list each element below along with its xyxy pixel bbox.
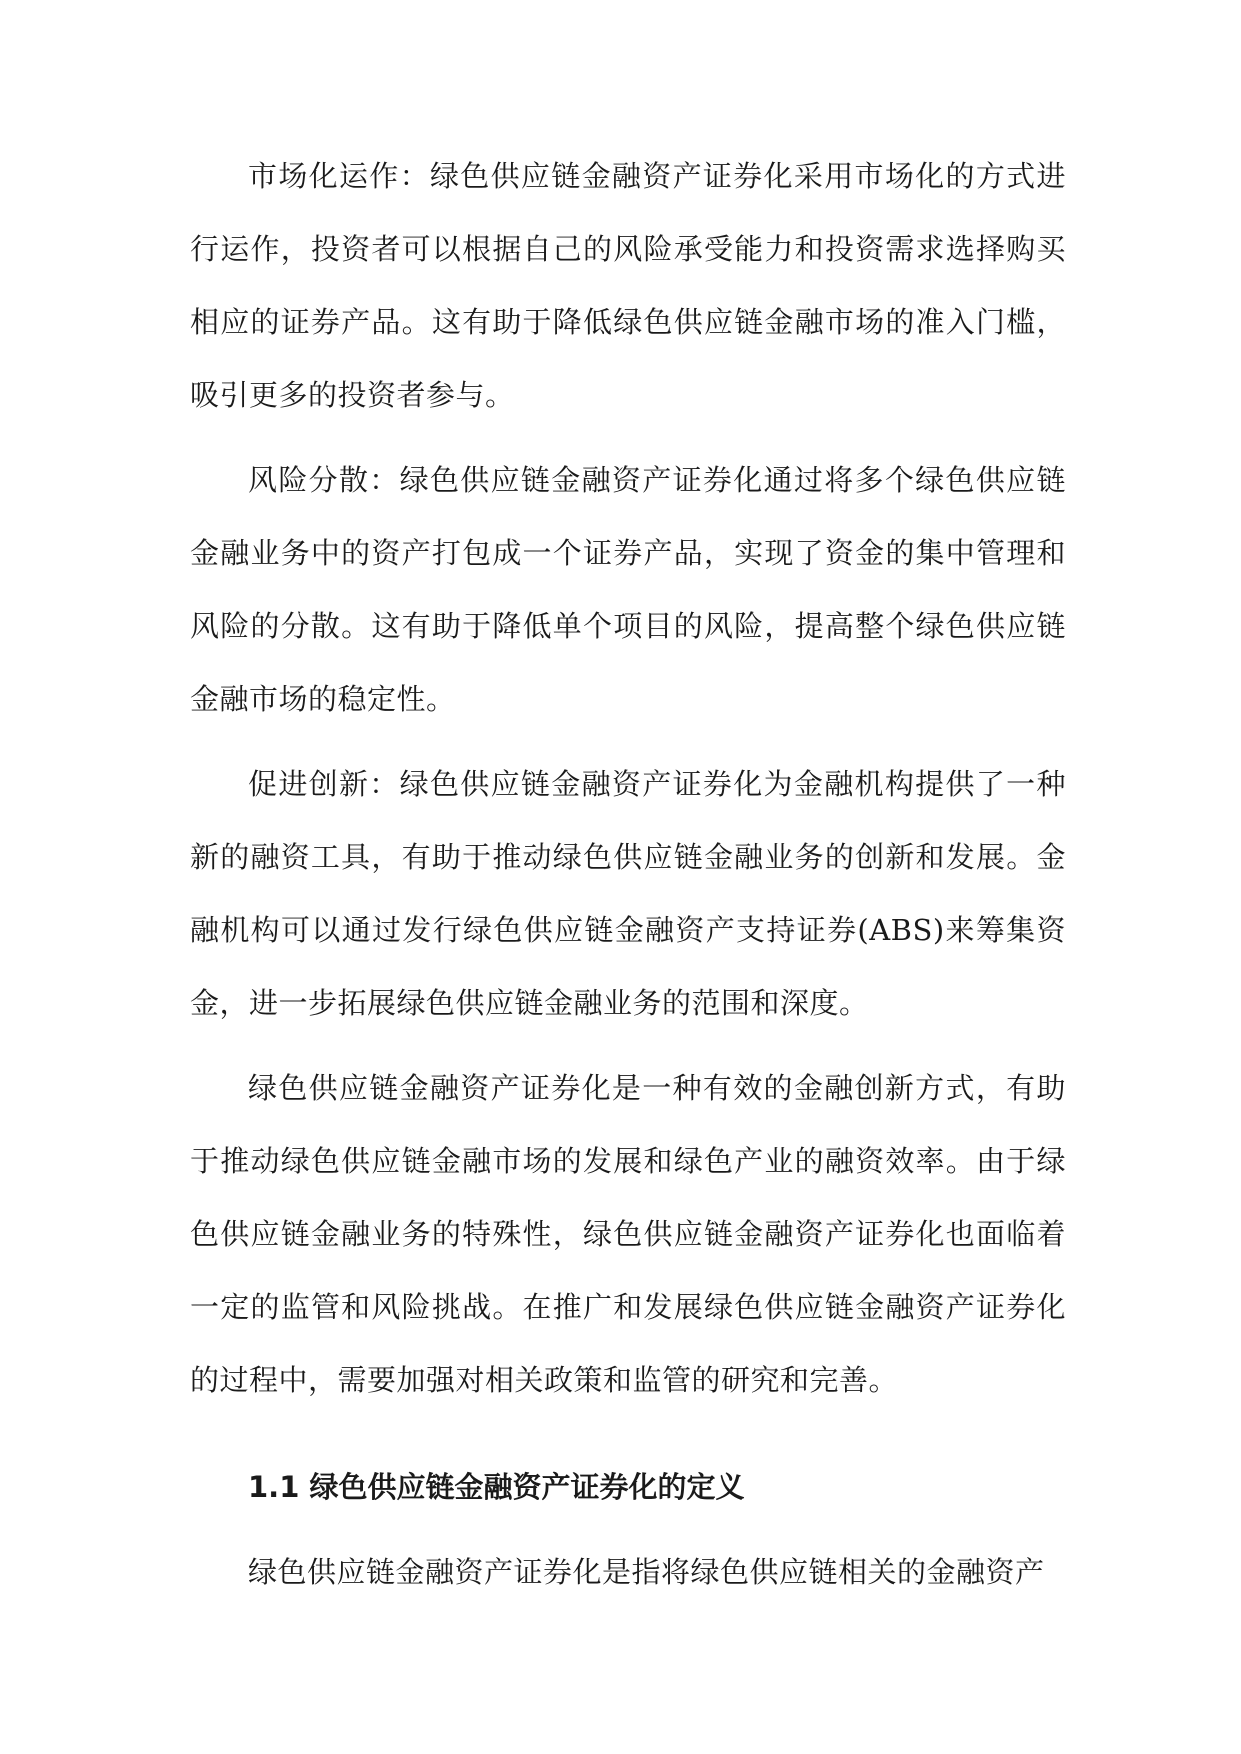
document-page <box>190 140 1066 1621</box>
paragraph-summary: 绿色供应链金融资产证券化是一种有效的金融创新方式，有助于推动绿色供应链金融市场的发展和绿色产业的融资效率。由于绿色供应链金融业务的特殊性，绿色供应链金融资产证券化也面临着一定的监管和风险挑战。在推广和发展绿色供应链金融资产证券化的过程中，需要加强对相关政策和监管的研究和完善。 <box>190 1071 1066 1397</box>
paragraph-definition: 绿色供应链金融资产证券化是指将绿色供应链相关的金融资产 <box>248 1555 1045 1589</box>
section-heading: 1.1 绿色供应链金融资产证券化的定义 <box>248 1470 745 1504</box>
paragraph-promote-innovation: 促进创新：绿色供应链金融资产证券化为金融机构提供了一种新的融资工具，有助于推动绿色供应链金融业务的创新和发展。金融机构可以通过发行绿色供应链金融资产支持证券(ABS)来筹集资金，进一步拓展绿色供应链金融业务的范围和深度。 <box>190 767 1066 1020</box>
paragraph-risk-diversification: 风险分散：绿色供应链金融资产证券化通过将多个绿色供应链金融业务中的资产打包成一个证券产品，实现了资金的集中管理和风险的分散。这有助于降低单个项目的风险，提高整个绿色供应链金融市场的稳定性。 <box>190 463 1066 716</box>
paragraph-market-operation: 市场化运作：绿色供应链金融资产证券化采用市场化的方式进行运作，投资者可以根据自己的风险承受能力和投资需求选择购买相应的证券产品。这有助于降低绿色供应链金融市场的准入门槛，吸引更多的投资者参与。 <box>190 159 1066 412</box>
